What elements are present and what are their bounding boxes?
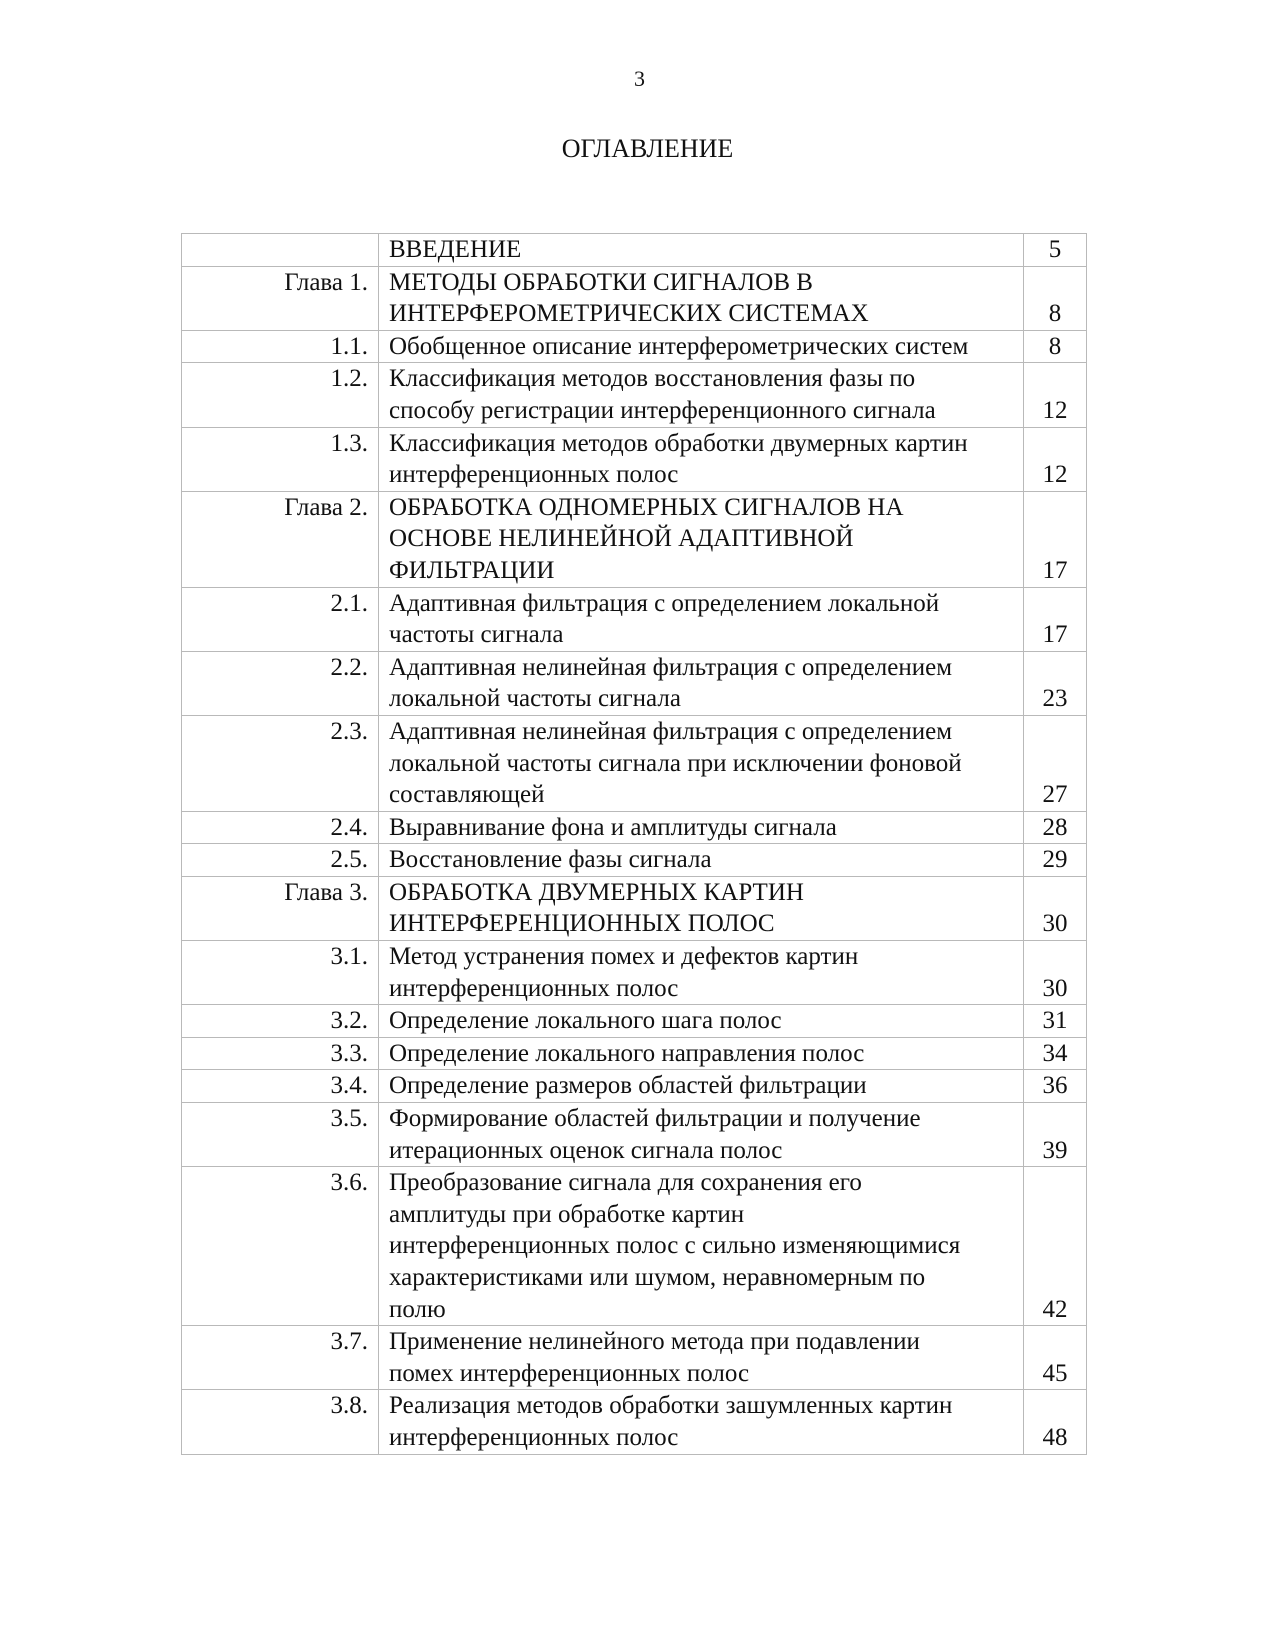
- toc-entry-number: 3.6.: [182, 1167, 379, 1326]
- toc-entry-title: МЕТОДЫ ОБРАБОТКИ СИГНАЛОВ В ИНТЕРФЕРОМЕТРИЧЕСКИХ СИСТЕМАХ: [379, 266, 1024, 330]
- toc-entry-number: 3.7.: [182, 1326, 379, 1390]
- toc-entry-number: 2.1.: [182, 587, 379, 651]
- toc-entry-number: 2.4.: [182, 811, 379, 844]
- toc-entry-title: Обобщенное описание интерферометрических систем: [379, 330, 1024, 363]
- toc-entry-number: Глава 2.: [182, 491, 379, 587]
- toc-entry-title: ОБРАБОТКА ДВУМЕРНЫХ КАРТИН ИНТЕРФЕРЕНЦИОННЫХ ПОЛОС: [379, 876, 1024, 940]
- toc-row: [182, 941, 1087, 1005]
- toc-entry-title: Классификация методов восстановления фазы по способу регистрации интерференционного сигнала: [379, 363, 1024, 427]
- toc-entry-page: 30: [1024, 941, 1087, 1005]
- toc-entry-number: 3.1.: [182, 941, 379, 1005]
- toc-entry-page: 45: [1024, 1326, 1087, 1390]
- toc-row: [182, 587, 1087, 651]
- toc-body: [182, 234, 1087, 1455]
- toc-entry-page: 5: [1024, 234, 1087, 267]
- toc-entry-title: Выравнивание фона и амплитуды сигнала: [379, 811, 1024, 844]
- toc-row: [182, 427, 1087, 491]
- toc-row: [182, 1167, 1087, 1326]
- toc-entry-number: 1.2.: [182, 363, 379, 427]
- toc-entry-page: 23: [1024, 651, 1087, 715]
- toc-entry-number: 3.8.: [182, 1390, 379, 1454]
- toc-entry-page: 36: [1024, 1070, 1087, 1103]
- toc-row: [182, 844, 1087, 877]
- toc-entry-number: 3.5.: [182, 1103, 379, 1167]
- toc-entry-page: 39: [1024, 1103, 1087, 1167]
- toc-entry-number: 3.4.: [182, 1070, 379, 1103]
- toc-entry-title: Применение нелинейного метода при подавлении помех интерференционных полос: [379, 1326, 1024, 1390]
- toc-row: [182, 811, 1087, 844]
- toc-entry-number: 3.3.: [182, 1037, 379, 1070]
- toc-row: [182, 715, 1087, 811]
- toc-entry-number: 2.5.: [182, 844, 379, 877]
- toc-row: [182, 1390, 1087, 1454]
- toc-entry-title: Адаптивная нелинейная фильтрация с определением локальной частоты сигнала: [379, 651, 1024, 715]
- toc-entry-number: 2.2.: [182, 651, 379, 715]
- toc-entry-title: Классификация методов обработки двумерных картин интерференционных полос: [379, 427, 1024, 491]
- toc-row: [182, 1070, 1087, 1103]
- toc-entry-page: 27: [1024, 715, 1087, 811]
- toc-entry-title: Восстановление фазы сигнала: [379, 844, 1024, 877]
- toc-entry-page: 42: [1024, 1167, 1087, 1326]
- toc-entry-number: [182, 234, 379, 267]
- toc-entry-number: 1.3.: [182, 427, 379, 491]
- toc-row: [182, 363, 1087, 427]
- toc-entry-title: Адаптивная фильтрация с определением локальной частоты сигнала: [379, 587, 1024, 651]
- toc-entry-page: 31: [1024, 1005, 1087, 1038]
- toc-entry-page: 28: [1024, 811, 1087, 844]
- toc-entry-page: 12: [1024, 427, 1087, 491]
- toc-entry-title: Метод устранения помех и дефектов картин интерференционных полос: [379, 941, 1024, 1005]
- toc-table: [181, 233, 1087, 1455]
- toc-entry-number: Глава 3.: [182, 876, 379, 940]
- toc-entry-title: Преобразование сигнала для сохранения его амплитуды при обработке картин интерференционных полос с сильно изменяющимися характеристиками или шумом, неравномерным по полю: [379, 1167, 1024, 1326]
- page-number: 3: [634, 66, 645, 91]
- toc-row: [182, 1326, 1087, 1390]
- toc-entry-title: Формирование областей фильтрации и получение итерационных оценок сигнала полос: [379, 1103, 1024, 1167]
- toc-entry-number: 2.3.: [182, 715, 379, 811]
- toc-entry-page: 8: [1024, 330, 1087, 363]
- toc-row: [182, 876, 1087, 940]
- toc-entry-page: 12: [1024, 363, 1087, 427]
- toc-entry-title: Адаптивная нелинейная фильтрация с определением локальной частоты сигнала при исключении фоновой составляющей: [379, 715, 1024, 811]
- toc-entry-title: Определение размеров областей фильтрации: [379, 1070, 1024, 1103]
- toc-row: [182, 266, 1087, 330]
- toc-entry-title: Определение локального направления полос: [379, 1037, 1024, 1070]
- toc-entry-page: 48: [1024, 1390, 1087, 1454]
- toc-entry-page: 17: [1024, 491, 1087, 587]
- toc-title: ОГЛАВЛЕНИЕ: [561, 134, 734, 163]
- toc-row: [182, 1037, 1087, 1070]
- toc-row: [182, 234, 1087, 267]
- toc-entry-page: 29: [1024, 844, 1087, 877]
- toc-entry-number: 1.1.: [182, 330, 379, 363]
- toc-entry-title: Реализация методов обработки зашумленных картин интерференционных полос: [379, 1390, 1024, 1454]
- toc-entry-number: Глава 1.: [182, 266, 379, 330]
- toc-entry-title: ОБРАБОТКА ОДНОМЕРНЫХ СИГНАЛОВ НА ОСНОВЕ НЕЛИНЕЙНОЙ АДАПТИВНОЙ ФИЛЬТРАЦИИ: [379, 491, 1024, 587]
- toc-row: [182, 491, 1087, 587]
- toc-entry-page: 8: [1024, 266, 1087, 330]
- toc-entry-page: 30: [1024, 876, 1087, 940]
- toc-row: [182, 330, 1087, 363]
- toc-row: [182, 1005, 1087, 1038]
- toc-entry-page: 17: [1024, 587, 1087, 651]
- toc-row: [182, 651, 1087, 715]
- toc-row: [182, 1103, 1087, 1167]
- toc-entry-number: 3.2.: [182, 1005, 379, 1038]
- toc-entry-page: 34: [1024, 1037, 1087, 1070]
- toc-entry-title: Определение локального шага полос: [379, 1005, 1024, 1038]
- toc-entry-title: ВВЕДЕНИЕ: [379, 234, 1024, 267]
